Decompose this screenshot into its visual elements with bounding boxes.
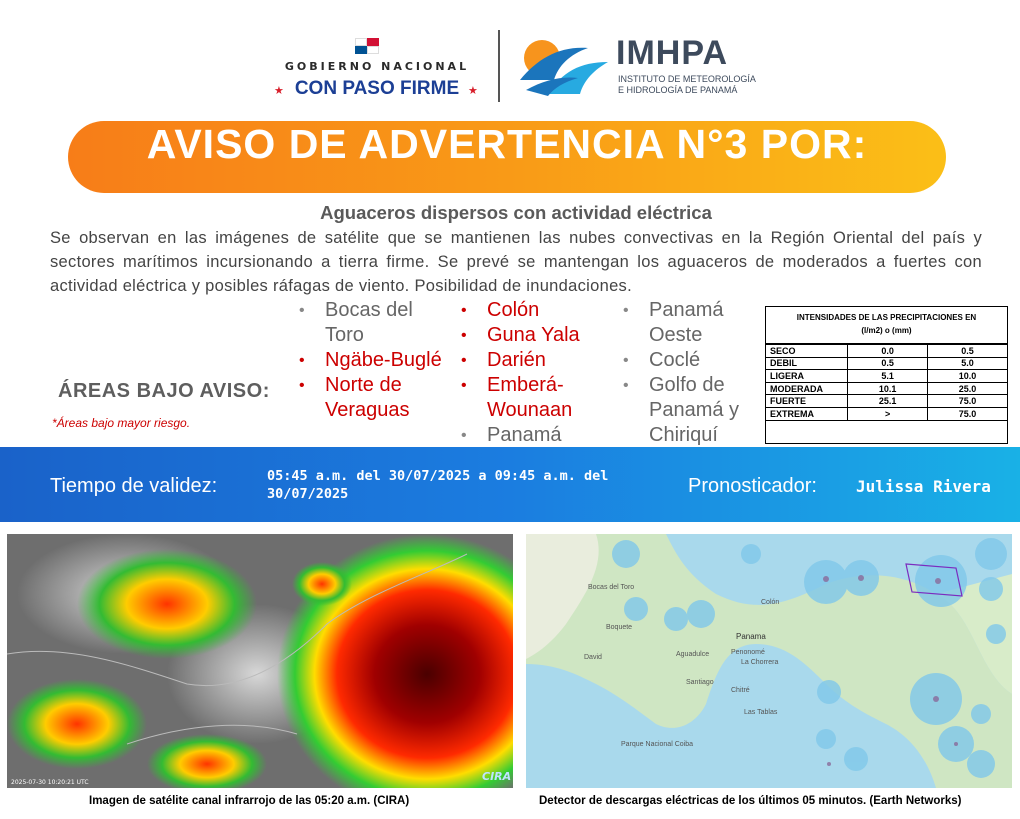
warning-subtitle: Aguaceros dispersos con actividad eléctrica [320, 202, 712, 223]
svg-text:Santiago: Santiago [686, 679, 714, 686]
area-item: • Coclé [617, 348, 765, 373]
satellite-stamp: 2025-07-30 10:20:21 UTC [11, 779, 89, 786]
precip-cell: 25.0 [927, 382, 1007, 395]
forecaster-name: Julissa Rivera [856, 477, 991, 496]
imhpa-wave-icon [518, 36, 610, 100]
svg-text:Las Tablas: Las Tablas [744, 709, 778, 716]
validity-label: Tiempo de validez: [50, 475, 218, 497]
svg-text:Penonomé: Penonomé [731, 649, 765, 656]
precipitation-table [765, 306, 1008, 444]
areas-column-3 [617, 298, 765, 448]
areas-column-1 [293, 298, 453, 423]
validity-value-1: 05:45 a.m. del 30/07/2025 a 09:45 a.m. del [267, 468, 609, 484]
svg-text:Bocas del Toro: Bocas del Toro [588, 584, 635, 591]
svg-text:Chitré: Chitré [731, 687, 750, 694]
areas-note: *Áreas bajo mayor riesgo. [52, 416, 191, 430]
svg-text:Aguadulce: Aguadulce [676, 651, 710, 658]
areas-column-2 [455, 298, 615, 448]
precip-cell: EXTREMA [766, 407, 848, 420]
area-item: • Ngäbe-Buglé [293, 348, 453, 373]
area-item: • Panamá [455, 423, 615, 448]
svg-text:David: David [584, 654, 602, 661]
area-item: • Panamá Oeste [617, 298, 765, 348]
precip-cell: FUERTE [766, 395, 848, 408]
area-item: • Colón [455, 298, 615, 323]
gov-line2: CON PASO FIRME [294, 78, 460, 99]
precip-cell: DEBIL [766, 357, 848, 370]
satellite-image [7, 534, 513, 788]
precip-cell: 75.0 [927, 407, 1007, 420]
panama-flag-icon [355, 38, 379, 54]
svg-text:Colón: Colón [761, 599, 780, 606]
precip-cell: 0.0 [848, 345, 928, 358]
satellite-caption: Imagen de satélite canal infrarrojo de las 05:20 a.m. (CIRA) [89, 795, 410, 807]
area-item: • Guna Yala [455, 323, 615, 348]
precip-cell: 5.1 [848, 370, 928, 383]
precip-row [766, 357, 1007, 370]
precip-cell: 10.0 [927, 370, 1007, 383]
precip-title-1: INTENSIDADES DE LAS PRECIPITACIONES EN [796, 313, 977, 322]
precip-cell: MODERADA [766, 382, 848, 395]
imhpa-sub-2: E HIDROLOGÍA DE PANAMÁ [618, 85, 738, 95]
validity-value-2: 30/07/2025 [267, 486, 349, 502]
svg-text:Boquete: Boquete [606, 624, 633, 631]
imhpa-name: IMHPA [616, 34, 729, 72]
precip-cell: SECO [766, 345, 848, 358]
precip-row [766, 407, 1007, 420]
precip-cell: 10.1 [848, 382, 928, 395]
svg-text:Panama: Panama [736, 632, 766, 641]
precipitation-table-title [766, 307, 1007, 344]
svg-text:Parque Nacional Coiba: Parque Nacional Coiba [621, 741, 693, 748]
title-banner [68, 121, 946, 193]
precip-row [766, 382, 1007, 395]
gov-line1: GOBIERNO NACIONAL [284, 60, 470, 73]
precip-cell: > [848, 407, 928, 420]
page-title: AVISO DE ADVERTENCIA N°3 POR: [146, 121, 868, 167]
area-item: • Darién [455, 348, 615, 373]
precip-row [766, 345, 1007, 358]
imhpa-sub-1: INSTITUTO DE METEOROLOGÍA [618, 74, 756, 84]
svg-text:La Chorrera: La Chorrera [741, 659, 779, 666]
warning-description: Se observan en las imágenes de satélite que se mantienen las nubes convectivas en la Región Oriental del país y sectores marítimos incursionando a tierra firme. Se prevé se mantengan los aguaceros de moderados a fuertes con actividad eléctrica y posibles ráfagas de viento. Posibilidad de inundaciones. [50, 229, 982, 295]
gov-logo [262, 32, 492, 104]
lightning-map [526, 534, 1012, 788]
area-item: • Golfo de Panamá y Chiriquí [617, 373, 765, 448]
validity-band [0, 447, 1020, 522]
forecaster-label: Pronosticador: [688, 475, 817, 497]
area-item: • Emberá-Wounaan [455, 373, 615, 423]
cira-logo: CIRA [482, 770, 512, 783]
precip-cell: 0.5 [848, 357, 928, 370]
precip-title-2: (l/m2) o (mm) [861, 326, 912, 335]
precip-cell: 25.1 [848, 395, 928, 408]
map-caption: Detector de descargas eléctricas de los últimos 05 minutos. (Earth Networks) [539, 795, 962, 807]
precip-cell: 5.0 [927, 357, 1007, 370]
precip-cell: 75.0 [927, 395, 1007, 408]
imhpa-subtitle [618, 74, 756, 96]
header-divider [498, 30, 500, 102]
precip-row [766, 395, 1007, 408]
precip-cell: LIGERA [766, 370, 848, 383]
areas-title: ÁREAS BAJO AVISO: [58, 380, 270, 402]
area-item: • Bocas del Toro [293, 298, 453, 348]
star-icon: ★ [468, 84, 478, 97]
precip-cell: 0.5 [927, 345, 1007, 358]
star-icon: ★ [274, 84, 284, 97]
area-item: • Norte de Veraguas [293, 373, 453, 423]
precip-row [766, 370, 1007, 383]
